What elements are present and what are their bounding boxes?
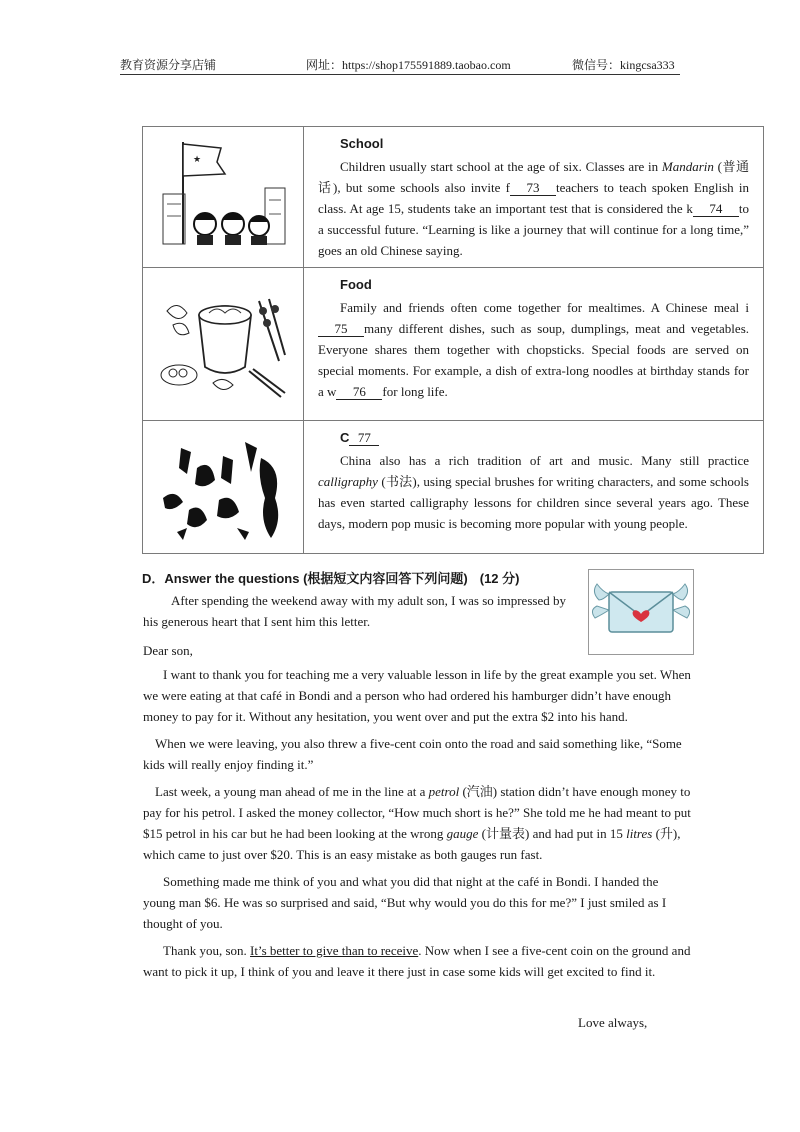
letter-paragraph-1: I want to thank you for teaching me a very valuable lesson in life by the great example you set. When we were eating at that café in Bondi and a person who had ordered his hamburger didn’t have enough money to pay for it. Without any hesitation, you went over and put the extra $2 into his hand.	[143, 667, 691, 724]
section-d-intro: After spending the weekend away with my adult son, I was so impressed by his generous heart that I sent him this letter.	[143, 593, 566, 629]
letter-paragraph-2: When we were leaving, you also threw a five-cent coin onto the road and said something like, “Some kids will really enjoy finding it.”	[143, 736, 682, 772]
calligraphy-term: calligraphy	[318, 474, 378, 489]
school-paragraph	[318, 156, 749, 261]
food-text-2: many different dishes, such as soup, dumplings, meat and vegetables. Everyone shares them together with chopsticks. Special foods are served on special moments. For example, a dish of extra-long noodles at birthday stands for a w	[318, 321, 749, 399]
letter-paragraph-4: Something made me think of you and what you did that night at the café in Bondi. I handed the young man $6. He was so surprised and said, “But why would you do this for me?” I just smiled as I thought of you.	[143, 874, 667, 931]
food-text-3: for long life.	[382, 384, 448, 399]
culture-title	[340, 427, 749, 448]
underlined-sentence: It’s better to give than to receive	[250, 943, 419, 958]
letter-paragraph-3	[143, 781, 693, 865]
school-title: School	[340, 136, 384, 151]
school-text-cell	[304, 127, 764, 268]
blank-76[interactable]: 76	[336, 384, 382, 400]
calligraphy-icon	[153, 428, 293, 546]
shop-name: 教育资源分享店铺	[120, 58, 217, 72]
culture-title-letter: C	[340, 430, 350, 445]
section-d-title: D．Answer the questions (根据短文内容回答下列问题)	[142, 571, 468, 586]
blank-74[interactable]: 74	[693, 201, 739, 217]
table-row-culture	[143, 421, 764, 554]
culture-text-2: (书法), using special brushes for writing characters, and some schools has even started calligraphy lessons for children since several years ago. These days, modern pop music is becoming more popular with young people.	[318, 474, 749, 531]
blank-73[interactable]: 73	[510, 180, 556, 196]
school-image-cell	[143, 127, 304, 268]
p5-text-b: . Now when I see a five-cent coin on the ground and want to pick it up, I think of you and leave it there just in case some kids will get excited to find it.	[143, 943, 691, 979]
header-divider	[120, 74, 680, 75]
school-text-2: (普通话), but some schools also invite f	[318, 159, 749, 195]
mandarin-term: Mandarin	[661, 159, 714, 174]
table-row-school	[143, 127, 764, 268]
culture-text-1: China also has a rich tradition of art and music. Many still practice	[340, 453, 749, 468]
topic-table	[142, 126, 764, 554]
school-text-3: teachers to teach spoken English in class. At age 15, students take an important test that is considered the k	[318, 180, 749, 216]
section-d-points: (12 分)	[479, 571, 520, 586]
envelope-image-frame	[588, 569, 694, 655]
wechat-id: 微信号：kingcsa333	[572, 58, 675, 72]
section-d-heading	[142, 568, 519, 587]
petrol-term: petrol	[428, 784, 460, 799]
table-row-food	[143, 268, 764, 421]
food-title: Food	[340, 277, 372, 292]
p3-text-c: (计量表) and had put in 15	[478, 826, 627, 841]
blank-77[interactable]: 77	[349, 430, 379, 446]
svg-text:★: ★	[193, 155, 202, 165]
gauge-term: gauge	[446, 826, 479, 841]
letter-signoff: Love always,	[578, 1015, 648, 1030]
p5-text-a: Thank you, son.	[163, 943, 251, 958]
chinese-food-icon	[153, 275, 293, 405]
page-header	[120, 56, 680, 74]
culture-paragraph	[318, 450, 749, 534]
letter-body	[143, 664, 693, 988]
p3-text-a: Last week, a young man ahead of me in the line at a	[155, 784, 429, 799]
litres-term: litres	[626, 826, 653, 841]
shop-url[interactable]: 网址：https://shop175591889.taobao.com	[306, 58, 511, 72]
school-text-1: Children usually start school at the age of six. Classes are in	[340, 159, 662, 174]
food-image-cell	[143, 268, 304, 421]
p3-text-b: (汽油) station didn’t have enough money to pay for his petrol. I asked the money collector, “How much short is he?” She told me he had meant to put $15 petrol in his car but he had been looking at the wrong	[143, 784, 691, 841]
p3-text-d: (升), which came to just over $20. This is an easy mistake as both gauges run fast.	[143, 826, 681, 862]
culture-text-cell	[304, 421, 764, 554]
school-text-4: to a successful future. “Learning is like a journey that will continue for a long time,” goes an old Chinese saying.	[318, 201, 749, 258]
food-text-1: Family and friends often come together for mealtimes. A Chinese meal i	[340, 300, 749, 315]
letter-paragraph-5	[143, 940, 693, 982]
winged-envelope-heart-icon	[589, 570, 693, 654]
food-paragraph	[318, 297, 749, 402]
food-text-cell	[304, 268, 764, 421]
culture-image-cell	[143, 421, 304, 554]
letter-salutation: Dear son,	[143, 643, 193, 658]
school-children-flag-icon	[153, 134, 293, 252]
blank-75[interactable]: 75	[318, 321, 364, 337]
